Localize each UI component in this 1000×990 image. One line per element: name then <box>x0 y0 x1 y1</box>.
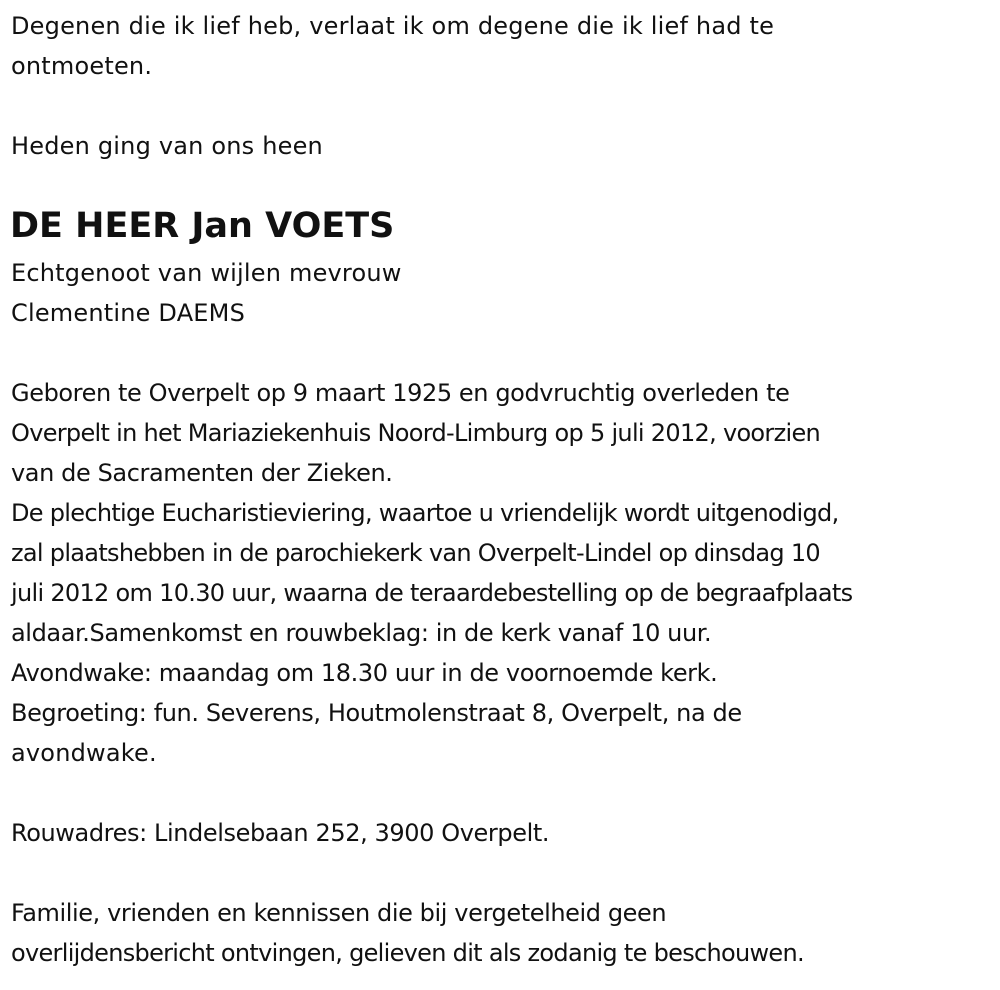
body-line: avondwake. <box>11 739 157 767</box>
body-line: zal plaatshebben in de parochiekerk van Overpelt-Lindel op dinsdag 10 <box>11 539 820 567</box>
body-line: Avondwake: maandag om 18.30 uur in de voornoemde kerk. <box>11 659 718 687</box>
body-line: aldaar.Samenkomst en rouwbeklag: in de kerk vanaf 10 uur. <box>11 619 712 647</box>
body-line: Geboren te Overpelt op 9 maart 1925 en godvruchtig overleden te <box>11 379 790 407</box>
announcement: Heden ging van ons heen <box>11 132 323 160</box>
mourning-address: Rouwadres: Lindelsebaan 252, 3900 Overpelt. <box>11 819 550 847</box>
body-line: Begroeting: fun. Severens, Houtmolenstraat 8, Overpelt, na de <box>11 699 742 727</box>
deceased-name: DE HEER Jan VOETS <box>10 206 395 246</box>
closing-line-1: Familie, vrienden en kennissen die bij vergetelheid geen <box>11 899 667 927</box>
body-line: Overpelt in het Mariaziekenhuis Noord-Limburg op 5 juli 2012, voorzien <box>11 419 821 447</box>
spouse-line-2: Clementine DAEMS <box>11 299 246 327</box>
body-line: van de Sacramenten der Zieken. <box>11 459 393 487</box>
body-line: De plechtige Eucharistieviering, waartoe u vriendelijk wordt uitgenodigd, <box>11 499 839 527</box>
intro-quote-line-2: ontmoeten. <box>11 52 153 80</box>
spouse-line-1: Echtgenoot van wijlen mevrouw <box>11 259 402 287</box>
closing-line-2: overlijdensbericht ontvingen, gelieven dit als zodanig te beschouwen. <box>11 939 804 967</box>
intro-quote-line-1: Degenen die ik lief heb, verlaat ik om degene die ik lief had te <box>11 12 775 40</box>
body-line: juli 2012 om 10.30 uur, waarna de teraardebestelling op de begraafplaats <box>11 579 853 607</box>
